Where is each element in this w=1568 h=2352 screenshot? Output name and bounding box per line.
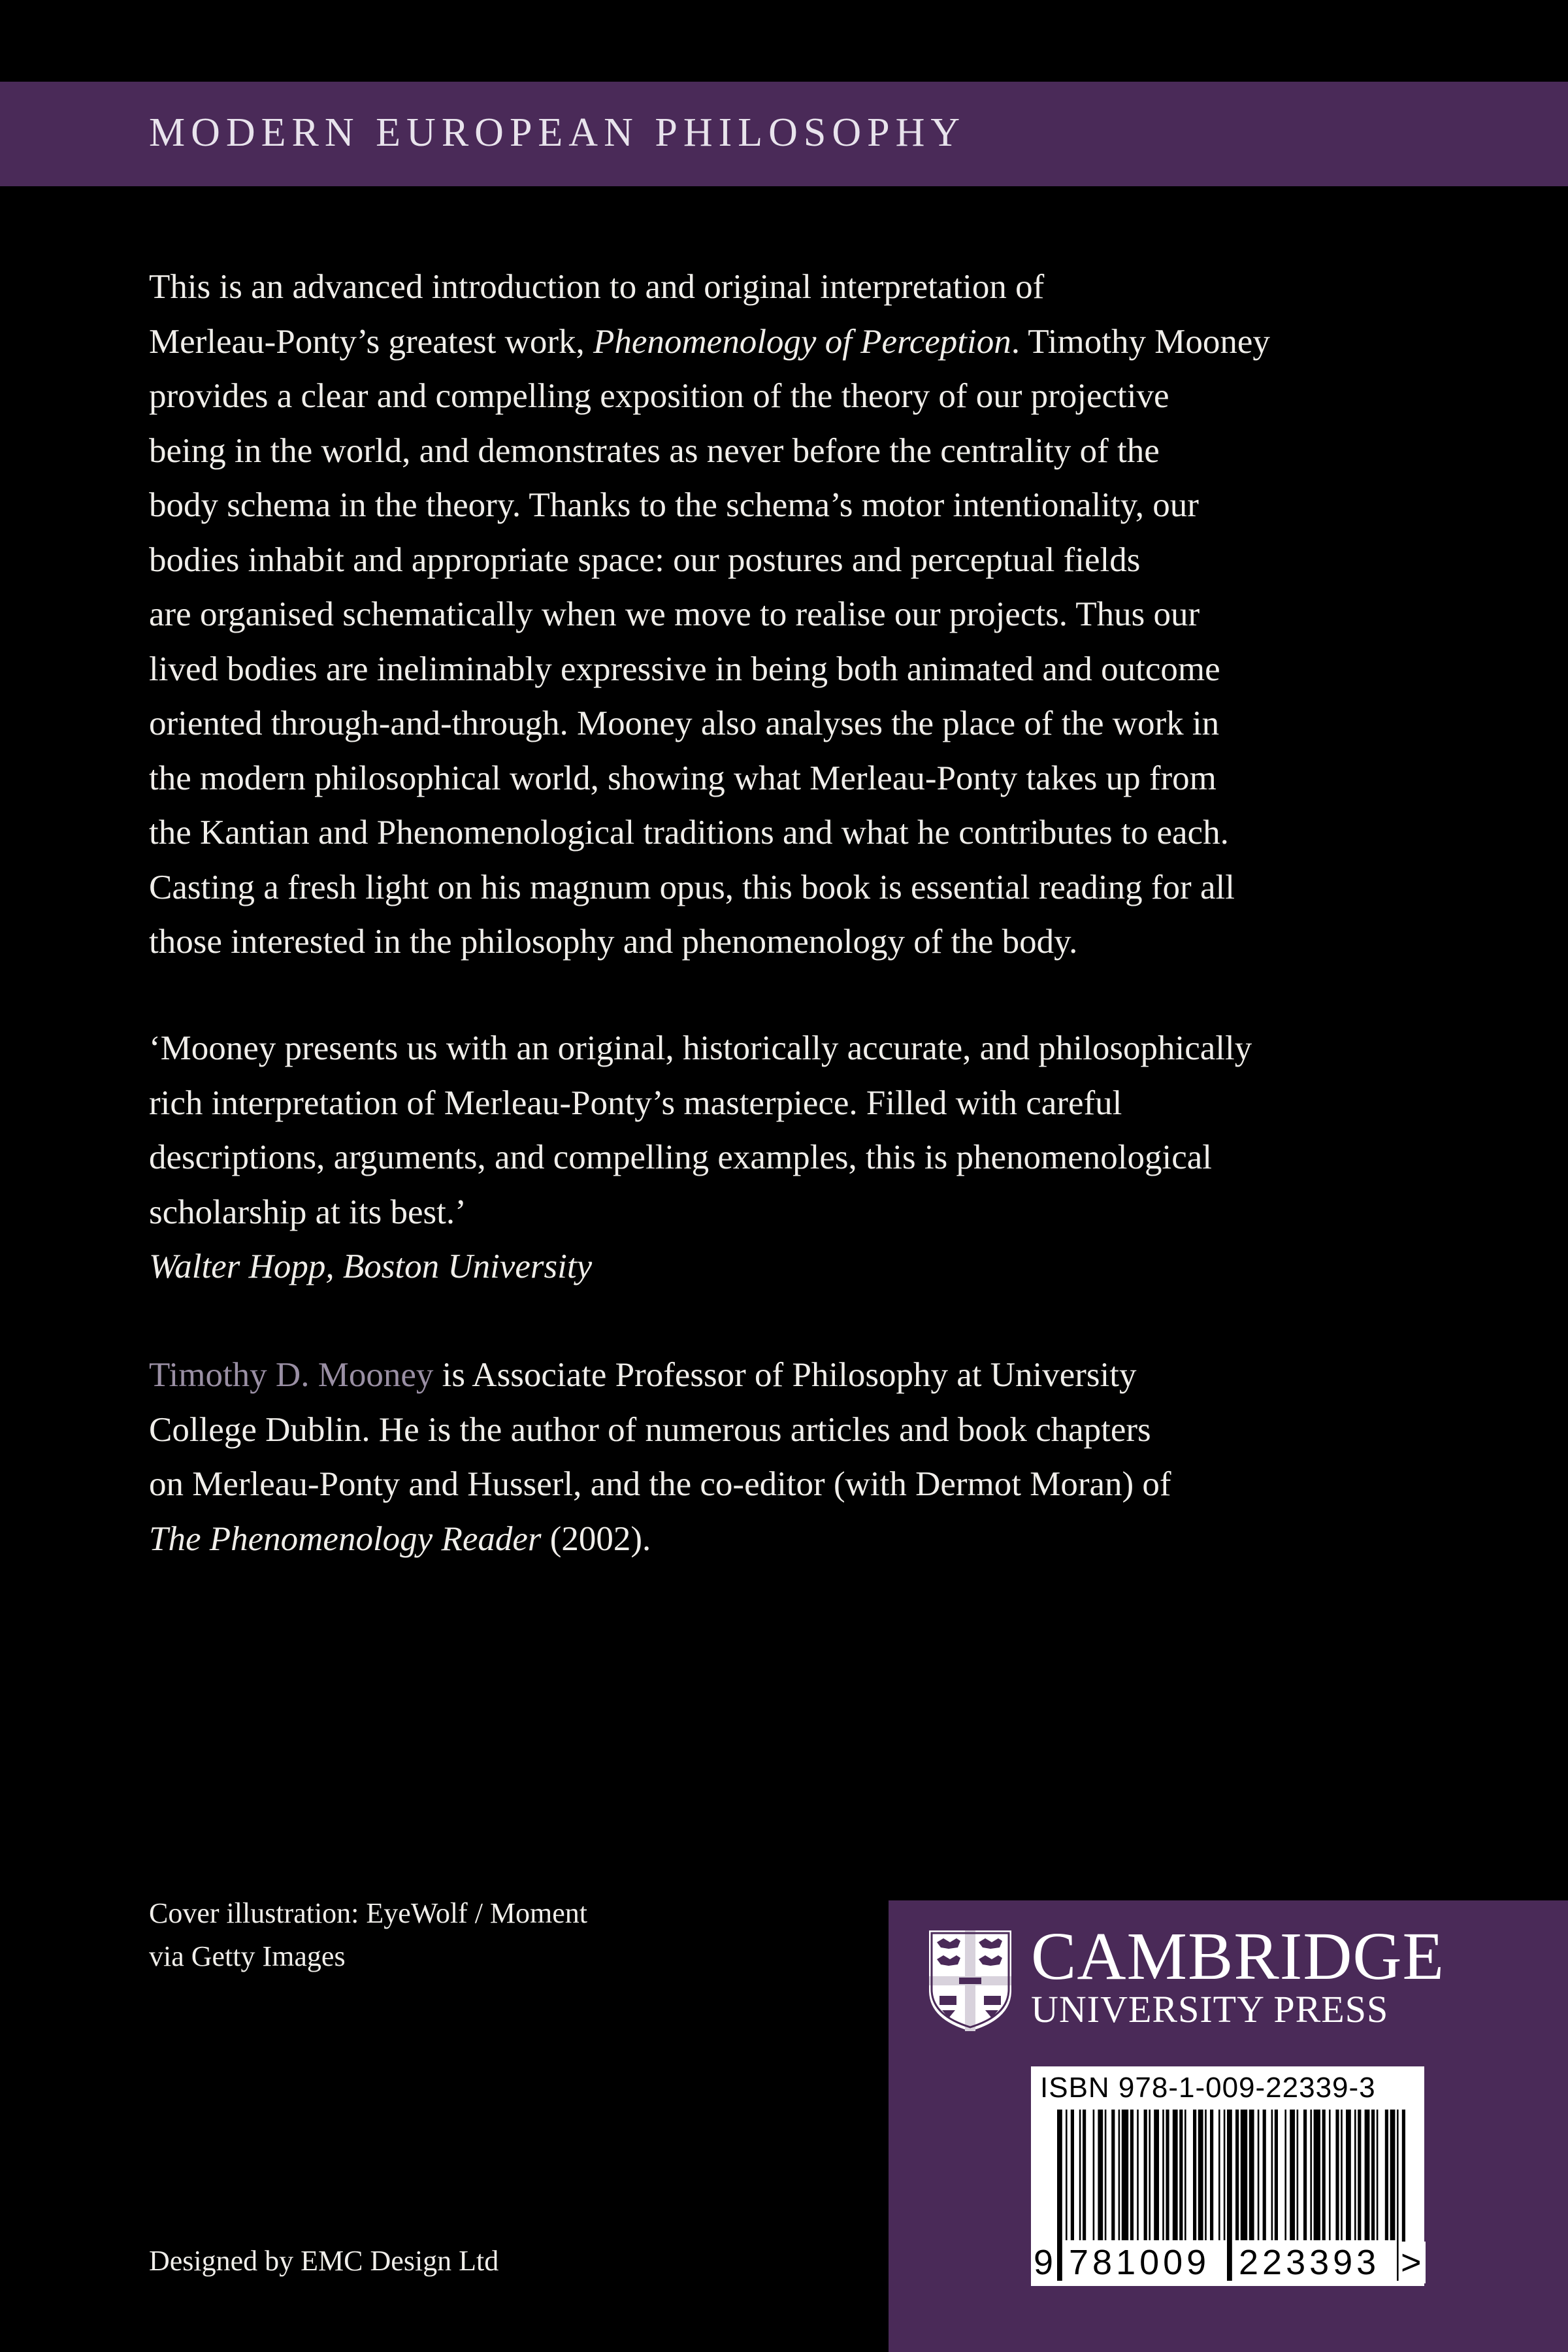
barcode-bar [1341, 2110, 1343, 2240]
barcode-bar [1210, 2110, 1213, 2240]
barcode-bar [1205, 2110, 1207, 2240]
blurb-line-text: Merleau-Ponty’s greatest work, [149, 322, 593, 361]
quote-line: scholarship at its best.’ [149, 1193, 466, 1231]
barcode-bar [1284, 2110, 1286, 2240]
barcode-bar [1083, 2110, 1086, 2240]
quote-line: ‘Mooney presents us with an original, historically accurate, and philosophically [149, 1029, 1252, 1067]
blurb-line: the Kantian and Phenomenological traditions and what he contributes to each. [149, 814, 1229, 852]
bio-year: (2002). [541, 1519, 651, 1558]
barcode-bar [1249, 2110, 1254, 2240]
barcode-bar [1385, 2110, 1388, 2240]
isbn-barcode [1031, 2066, 1424, 2286]
barcode-bar [1314, 2110, 1320, 2240]
isbn-label: ISBN 978-1-009-22339-3 [1040, 2072, 1376, 2104]
blurb-line: body schema in the theory. Thanks to the schema’s motor intentionality, our [149, 486, 1199, 524]
blurb-line: lived bodies are ineliminably expressive in being both animated and outcome [149, 650, 1220, 688]
ean-group-1: 781009 [1069, 2243, 1211, 2282]
blurb-line: Casting a fresh light on his magnum opus, this book is essential reading for all [149, 868, 1235, 906]
barcode-bar [1322, 2110, 1326, 2240]
blurb-line: oriented through-and-through. Mooney also analyses the place of the work in [149, 704, 1220, 742]
quote-line: rich interpretation of Merleau-Ponty’s masterpiece. Filled with careful [149, 1084, 1122, 1122]
author-bio [149, 1348, 1469, 1566]
barcode-bar [1241, 2110, 1247, 2240]
barcode-bar [1184, 2110, 1186, 2240]
barcode-bar [1335, 2110, 1339, 2240]
barcode-bar [1130, 2110, 1134, 2240]
barcode-bar [1346, 2110, 1351, 2240]
barcode-bar [1179, 2110, 1183, 2240]
barcode-bar [1137, 2110, 1139, 2240]
bio-line: on Merleau-Ponty and Husserl, and the co-editor (with Dermot Moran) of [149, 1465, 1171, 1503]
barcode-bar [1271, 2110, 1273, 2240]
barcode-bar [1144, 2110, 1147, 2240]
barcode-bar [1154, 2110, 1159, 2240]
ean-quiet-mark: > [1401, 2243, 1426, 2282]
blurb-line: the modern philosophical world, showing what Merleau-Ponty takes up from [149, 759, 1217, 797]
bio-line: College Dublin. He is the author of numerous articles and book chapters [149, 1410, 1151, 1449]
barcode-bar [1258, 2110, 1260, 2240]
barcode-bar [1224, 2110, 1226, 2240]
barcode-bar [1390, 2110, 1396, 2240]
blurb-line [149, 315, 1469, 370]
blurb-line: those interested in the philosophy and phenomenology of the body. [149, 923, 1078, 961]
barcode-bar [1218, 2110, 1220, 2240]
barcode-bar [1119, 2110, 1120, 2240]
endorsement-quote [149, 1021, 1469, 1295]
description-blurb [149, 260, 1469, 970]
barcode-bar [1111, 2110, 1115, 2240]
university-crest-icon [926, 1928, 1014, 2032]
quote-attribution-text: Walter Hopp, Boston University [149, 1248, 593, 1285]
bio-line [149, 1348, 1469, 1403]
blurb-line: are organised schematically when we move to realise our projects. Thus our [149, 595, 1200, 633]
barcode-bar [1329, 2110, 1331, 2240]
bio-line-text: is Associate Professor of Philosophy at University [433, 1356, 1137, 1394]
cover-credit-line: Cover illustration: EyeWolf / Moment [149, 1897, 588, 1929]
publisher-name: CAMBRIDGE [1031, 1919, 1445, 1994]
series-title: MODERN EUROPEAN PHILOSOPHY [149, 110, 966, 155]
barcode-bar [1263, 2110, 1266, 2240]
barcode-bar [1149, 2110, 1151, 2240]
barcode-bar [1098, 2110, 1103, 2240]
cover-credit-line: via Getty Images [149, 1940, 346, 1972]
barcode-bar [1105, 2110, 1107, 2240]
barcode-bar [1290, 2110, 1295, 2240]
ean-group-2: 223393 [1239, 2243, 1380, 2282]
barcode-bar [1166, 2110, 1169, 2240]
barcode-bar [1173, 2110, 1178, 2240]
barcode-bar [1365, 2110, 1370, 2240]
barcode-bar [1198, 2110, 1203, 2240]
publisher-panel [889, 1900, 1568, 2352]
barcode-bar [1066, 2110, 1068, 2240]
barcode-bar [1310, 2110, 1312, 2240]
blurb-line-text: . Timothy Mooney [1011, 322, 1270, 361]
blurb-line: provides a clear and compelling exposition of the theory of our projective [149, 377, 1169, 415]
barcode-bar [1071, 2110, 1074, 2240]
blurb-line: being in the world, and demonstrates as never before the centrality of the [149, 431, 1160, 470]
barcode-bar [1354, 2110, 1356, 2240]
author-name: Timothy D. Mooney [149, 1356, 434, 1394]
barcode-bar [1162, 2110, 1164, 2240]
bio-line [149, 1512, 1469, 1567]
quote-attribution [149, 1240, 1469, 1295]
barcode-bar [1377, 2110, 1379, 2240]
blurb-line: This is an advanced introduction to and original interpretation of [149, 268, 1045, 306]
book-title: Phenomenology of Perception [593, 322, 1011, 361]
ean-digits [1031, 2242, 1424, 2286]
barcode-bar [1235, 2110, 1239, 2240]
barcode-bar [1122, 2110, 1128, 2240]
barcode-bar [1275, 2110, 1278, 2240]
barcode-bar [1358, 2110, 1361, 2240]
quote-line: descriptions, arguments, and compelling examples, this is phenomenological [149, 1138, 1212, 1176]
publisher-subname: UNIVERSITY PRESS [1031, 1988, 1389, 2030]
blurb-line: bodies inhabit and appropriate space: our postures and perceptual fields [149, 540, 1141, 579]
cover-credit [149, 1892, 587, 1978]
barcode-bar [1093, 2110, 1095, 2240]
barcode-bar [1079, 2110, 1081, 2240]
ean-lead-digit: 9 [1034, 2243, 1058, 2282]
reader-title: The Phenomenology Reader [149, 1519, 542, 1558]
designer-credit: Designed by EMC Design Ltd [149, 2245, 499, 2277]
barcode-bar [1303, 2110, 1307, 2240]
barcode-bar [1371, 2110, 1375, 2240]
barcode-bar [1297, 2110, 1299, 2240]
barcode-bar [1193, 2110, 1196, 2240]
